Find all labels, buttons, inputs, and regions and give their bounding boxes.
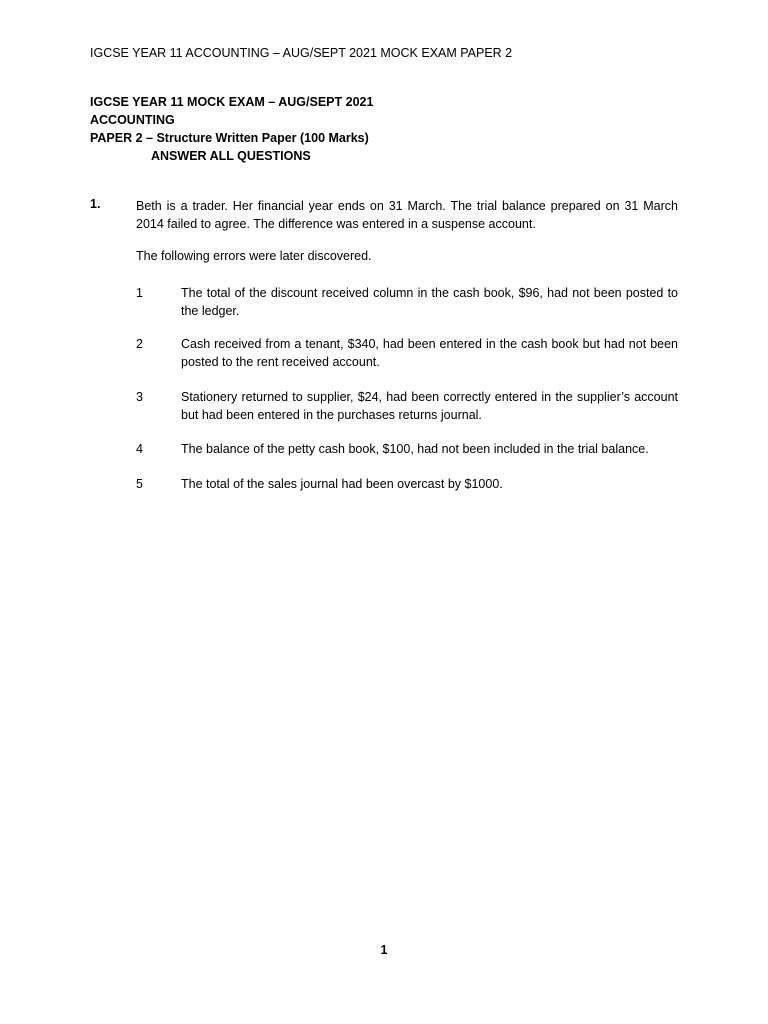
error-number: 3 xyxy=(136,390,143,404)
error-number: 5 xyxy=(136,477,143,491)
running-header: IGCSE YEAR 11 ACCOUNTING – AUG/SEPT 2021 MOCK EXAM PAPER 2 xyxy=(90,46,513,60)
error-item-5 xyxy=(136,475,678,493)
question-intro: Beth is a trader. Her financial year ends on 31 March. The trial balance prepared on 31 March 2014 failed to agree. The difference was entered in a suspense account. xyxy=(136,199,678,231)
question-number: 1. xyxy=(90,197,101,211)
paper-title: PAPER 2 – Structure Written Paper (100 Marks) xyxy=(90,131,369,145)
instructions: ANSWER ALL QUESTIONS xyxy=(151,149,311,163)
error-text: The balance of the petty cash book, $100, had not been included in the trial balance. xyxy=(181,442,649,456)
error-text: The total of the sales journal had been overcast by $1000. xyxy=(181,477,503,491)
error-item-2 xyxy=(136,335,678,371)
error-text: The total of the discount received column in the cash book, $96, had not been posted to the ledger. xyxy=(181,286,678,318)
error-text: Cash received from a tenant, $340, had been entered in the cash book but had not been posted to the rent received account. xyxy=(181,337,678,369)
error-item-1 xyxy=(136,284,678,320)
subject-title: ACCOUNTING xyxy=(90,113,175,127)
error-number: 4 xyxy=(136,442,143,456)
error-item-4 xyxy=(136,440,678,458)
error-number: 2 xyxy=(136,337,143,351)
page-number: 1 xyxy=(380,943,388,957)
exam-title: IGCSE YEAR 11 MOCK EXAM – AUG/SEPT 2021 xyxy=(90,95,374,109)
title-block xyxy=(90,93,373,165)
error-item-3 xyxy=(136,388,678,424)
error-text: Stationery returned to supplier, $24, had been correctly entered in the supplier’s account but had been entered in the purchases returns journal. xyxy=(181,390,678,422)
question-lead: The following errors were later discovered. xyxy=(136,249,372,263)
error-number: 1 xyxy=(136,286,143,300)
